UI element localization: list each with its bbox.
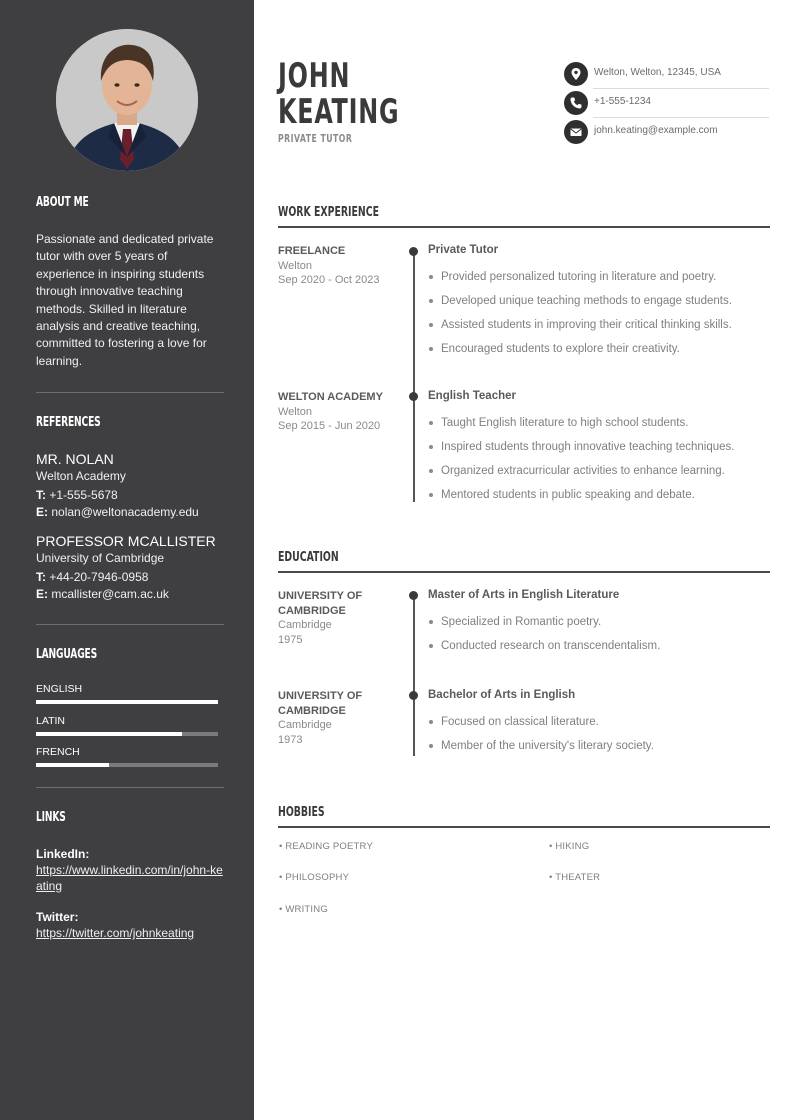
references-heading: REFERENCES xyxy=(36,415,101,430)
section-rule xyxy=(278,826,770,828)
reference-org: Welton Academy xyxy=(36,469,126,483)
list-item: Inspired students through innovative teaching techniques. xyxy=(428,435,768,459)
list-item: Conducted research on transcendentalism. xyxy=(428,634,768,658)
reference-name: MR. NOLAN xyxy=(36,451,114,467)
divider xyxy=(36,787,224,788)
degree-title: Bachelor of Arts in English xyxy=(428,689,576,701)
timeline-dot xyxy=(409,691,418,700)
hobby-item: • THEATER xyxy=(549,872,601,883)
hobby-item: • HIKING xyxy=(549,841,590,852)
reference-item xyxy=(36,450,236,521)
work-location: Welton xyxy=(278,259,313,272)
last-name: KEATING xyxy=(278,92,400,132)
link-item-twitter xyxy=(36,909,224,941)
education-timeline xyxy=(413,595,415,756)
timeline-dot xyxy=(409,247,418,256)
list-item: Mentored students in public speaking and debate. xyxy=(428,483,768,507)
education-year: 1975 xyxy=(278,633,303,646)
tel-label: T: xyxy=(36,570,46,584)
language-item xyxy=(36,683,218,704)
work-timeline xyxy=(413,250,415,502)
section-rule xyxy=(278,226,770,228)
work-org: FREELANCE xyxy=(278,245,346,257)
link-item-linkedin xyxy=(36,846,224,894)
reference-phone: +44-20-7946-0958 xyxy=(49,570,149,584)
list-item: Specialized in Romantic poetry. xyxy=(428,610,768,634)
address-text: Welton, Welton, 12345, USA xyxy=(594,67,721,78)
reference-email[interactable]: nolan@weltonacademy.edu xyxy=(51,505,199,519)
education-location: Cambridge xyxy=(278,619,332,631)
reference-email-line xyxy=(36,504,236,521)
education-year: 1973 xyxy=(278,733,303,746)
about-heading: ABOUT ME xyxy=(36,195,89,210)
links-heading: LINKS xyxy=(36,810,66,825)
education-bullets xyxy=(428,610,768,658)
list-item: Assisted students in improving their critical thinking skills. xyxy=(428,313,768,337)
education-bullets xyxy=(428,710,768,758)
work-experience-heading: WORK EXPERIENCE xyxy=(278,205,380,220)
language-bar xyxy=(36,700,218,704)
education-item-meta xyxy=(278,689,398,747)
twitter-link[interactable]: https://twitter.com/johnkeating xyxy=(36,926,195,940)
contact-address xyxy=(564,62,769,86)
education-location: Cambridge xyxy=(278,719,332,731)
work-dates: Sep 2015 - Jun 2020 xyxy=(278,420,381,432)
reference-org: University of Cambridge xyxy=(36,551,165,565)
language-bar xyxy=(36,732,218,736)
language-item xyxy=(36,715,218,736)
list-item: Taught English literature to high school students. xyxy=(428,411,768,435)
about-text: Passionate and dedicated private tutor with over 5 years of experience in inspiring students through innovative teaching methods. Skilled in literature analysis and creative teaching, committed to fostering a love for learning. xyxy=(36,232,214,368)
hobbies-heading: HOBBIES xyxy=(278,805,325,820)
work-bullets xyxy=(428,411,768,507)
list-item: Member of the university's literary society. xyxy=(428,734,768,758)
avatar xyxy=(56,29,198,171)
contact-phone xyxy=(564,91,769,115)
envelope-icon xyxy=(564,120,588,144)
work-title: Private Tutor xyxy=(428,244,499,256)
tel-label: T: xyxy=(36,488,46,502)
work-dates: Sep 2020 - Oct 2023 xyxy=(278,274,380,286)
job-title: PRIVATE TUTOR xyxy=(278,133,353,145)
email-label: E: xyxy=(36,505,48,519)
link-label: LinkedIn: xyxy=(36,847,90,861)
reference-phone-line xyxy=(36,487,236,504)
timeline-dot xyxy=(409,392,418,401)
education-org-line2: CAMBRIDGE xyxy=(278,604,346,617)
language-bar xyxy=(36,763,218,767)
section-rule xyxy=(278,571,770,573)
reference-item xyxy=(36,532,236,603)
hobby-item: • WRITING xyxy=(279,904,328,915)
list-item: Provided personalized tutoring in literature and poetry. xyxy=(428,265,768,289)
education-org-line1: UNIVERSITY OF xyxy=(278,690,363,702)
link-label: Twitter: xyxy=(36,910,79,924)
education-org-line1: UNIVERSITY OF xyxy=(278,590,363,602)
work-org: WELTON ACADEMY xyxy=(278,391,383,403)
reference-phone: +1-555-5678 xyxy=(49,488,118,502)
work-item-meta xyxy=(278,244,398,288)
phone-text[interactable]: +1-555-1234 xyxy=(594,96,651,107)
profile-photo-illustration xyxy=(56,29,198,171)
email-label: E: xyxy=(36,587,48,601)
reference-phone-line xyxy=(36,569,236,586)
sidebar xyxy=(0,0,254,1120)
work-location: Welton xyxy=(278,405,313,418)
education-item-meta xyxy=(278,589,398,647)
work-title: English Teacher xyxy=(428,390,516,402)
divider xyxy=(36,392,224,393)
full-name xyxy=(278,58,399,130)
hobby-item: • READING POETRY xyxy=(279,841,373,852)
list-item: Organized extracurricular activities to enhance learning. xyxy=(428,459,768,483)
list-item: Focused on classical literature. xyxy=(428,710,768,734)
divider xyxy=(36,624,224,625)
first-name: JOHN xyxy=(278,56,351,96)
email-text[interactable]: john.keating@example.com xyxy=(594,125,718,136)
education-org-line2: CAMBRIDGE xyxy=(278,704,346,717)
language-name: LATIN xyxy=(36,715,65,727)
language-name: FRENCH xyxy=(36,746,80,758)
languages-heading: LANGUAGES xyxy=(36,647,98,662)
list-item: Developed unique teaching methods to engage students. xyxy=(428,289,768,313)
location-pin-icon xyxy=(564,62,588,86)
phone-icon xyxy=(564,91,588,115)
language-item xyxy=(36,746,218,767)
reference-email[interactable]: mcallister@cam.ac.uk xyxy=(51,587,169,601)
contact-divider xyxy=(593,88,769,89)
degree-title: Master of Arts in English Literature xyxy=(428,589,620,601)
contact-email xyxy=(564,120,769,144)
language-name: ENGLISH xyxy=(36,683,83,695)
list-item: Encouraged students to explore their creativity. xyxy=(428,337,768,361)
work-bullets xyxy=(428,265,768,361)
contact-divider xyxy=(593,117,769,118)
language-bar-fill xyxy=(36,700,218,704)
reference-name: PROFESSOR MCALLISTER xyxy=(36,533,216,549)
linkedin-link[interactable]: https://www.linkedin.com/in/john-keating xyxy=(36,863,223,893)
timeline-dot xyxy=(409,591,418,600)
language-bar-fill xyxy=(36,763,109,767)
reference-email-line xyxy=(36,586,236,603)
education-heading: EDUCATION xyxy=(278,550,339,565)
work-item-meta xyxy=(278,390,398,434)
language-bar-fill xyxy=(36,732,182,736)
hobby-item: • PHILOSOPHY xyxy=(279,872,350,883)
